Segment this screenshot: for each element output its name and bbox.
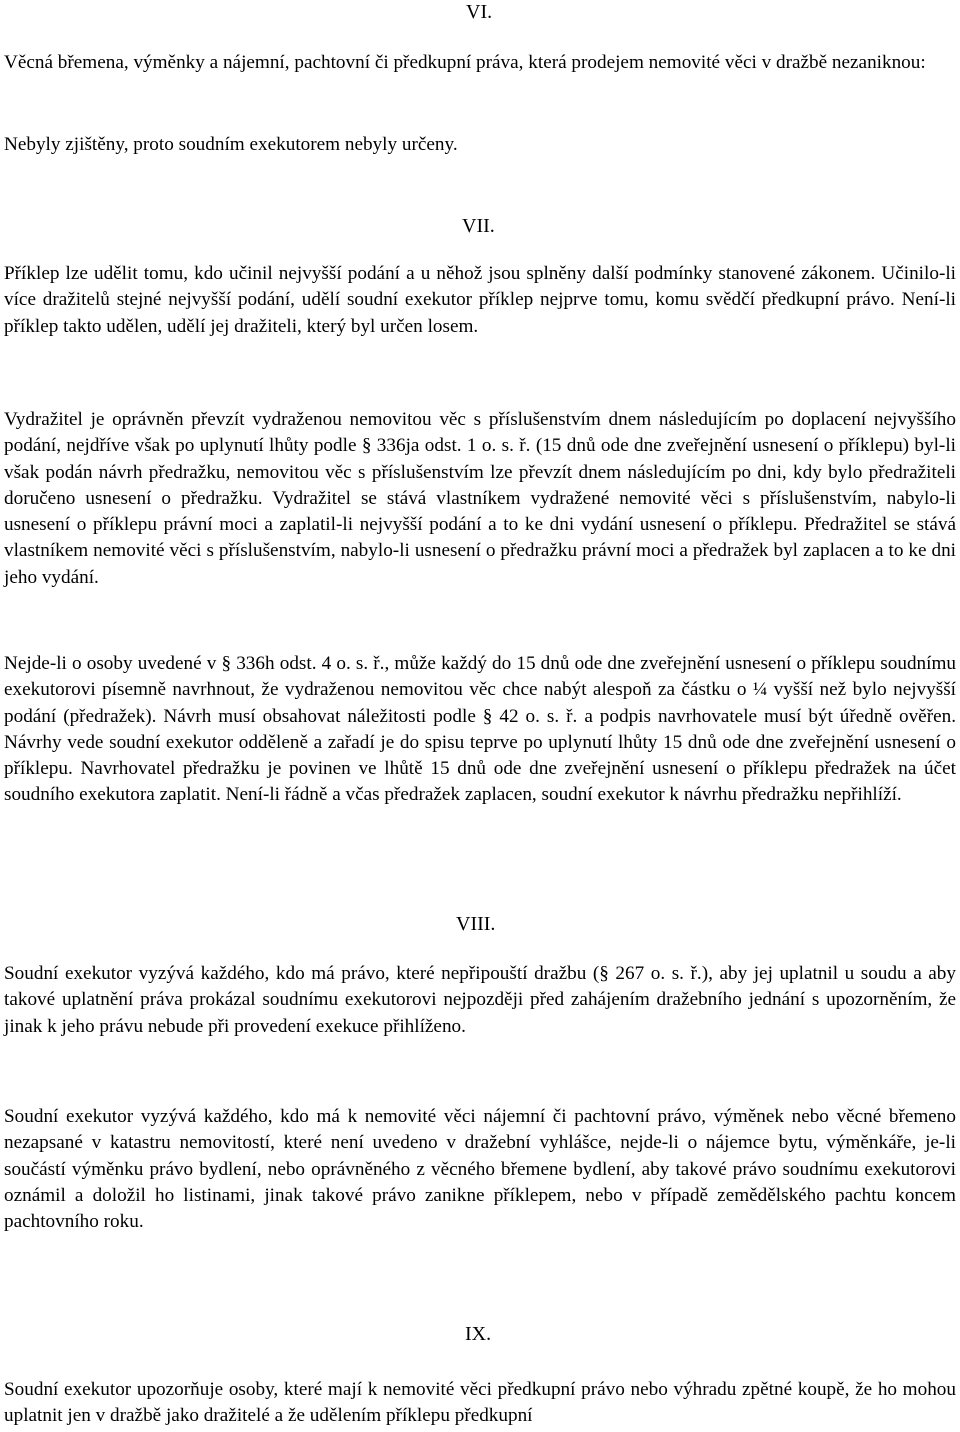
paragraph-buyer-rights: Vydražitel je oprávněn převzít vydraženou nemovitou věc s příslušenstvím dnem následujícím po doplacení nejvyššího podání, nejdříve však po uplynutí lhůty podle § 336ja odst. 1 o. s. ř. (15 dnů ode dne zveřejnění usnesení o příklepu) byl-li však podán návrh předražku, nemovitou věc s příslušenstvím lze převzít dnem následujícím po dni, kdy bylo předražiteli doručeno usnesení o předražku. Vydražitel se stává vlastníkem vydražené nemovité věci s příslušenstvím, nabylo-li usnesení o příklepu právní moci a zaplatil-li nejvyšší podání a to ke dni vydání usnesení o příklepu. Předražitel se stává vlastníkem nemovité věci s příslušenstvím, nabylo-li usnesení o předražku právní moci a předražek byl zaplacen a to ke dni jeho vydání.	[4, 409, 956, 588]
section-heading-vi: VI.	[466, 1, 493, 23]
paragraph-overbid: Nejde-li o osoby uvedené v § 336h odst. 4 o. s. ř., může každý do 15 dnů ode dne zveřejnění usnesení o příklepu soudnímu exekutorovi písemně navrhnout, že vydraženou nemovitou věc chce nabýt alespoň za částku o ¼ vyšší než bylo nejvyšší podání (předražek). Návrh musí obsahovat náležitosti podle § 42 o. s. ř. a podpis navrhovatele musí být úředně ověřen. Návrhy vede soudní exekutor odděleně a zařadí je do spisu teprve po uplynutí lhůty 15 dnů ode dne zveřejnění usnesení o příklepu. Navrhovatel předražku je povinen ve lhůtě 15 dnů ode dne zveřejnění usnesení o příklepu předražek na účet soudního exekutora zaplatit. Není-li řádně a včas předražek zaplacen, soudní exekutor k návrhu předražku nepřihlíží.	[4, 653, 956, 806]
section-heading-viii: VIII.	[456, 913, 496, 935]
section-heading-ix: IX.	[465, 1323, 492, 1345]
paragraph-preemption: Soudní exekutor upozorňuje osoby, které mají k nemovité věci předkupní právo nebo výhradu zpětné koupě, že ho mohou uplatnit jen v dražbě jako dražitelé a že udělením příklepu předkupní	[4, 1379, 956, 1427]
section-heading-vii: VII.	[462, 215, 495, 237]
paragraph-lease-rights: Soudní exekutor vyzývá každého, kdo má k nemovité věci nájemní či pachtovní právo, výměnek nebo věcné břemeno nezapsané v katastru nemovitostí, které není uvedeno v dražební vyhlášce, nejde-li o nájemce bytu, výměnkáře, je-li součástí výměnku právo bydlení, nebo oprávněného z věcného břemene bydlení, aby takové právo soudnímu exekutorovi oznámil a doložil ho listinami, jinak takové právo zanikne příklepem, nebo v případě zemědělského pachtu koncem pachtovního roku.	[4, 1106, 956, 1233]
paragraph-encumbrances: Věcná břemena, výměnky a nájemní, pachtovní či předkupní práva, která prodejem nemovité věci v dražbě nezaniknou:	[4, 52, 926, 73]
paragraph-hammer-award: Příklep lze udělit tomu, kdo učinil nejvyšší podání a u něhož jsou splněny další podmínky stanovené zákonem. Učinilo-li více dražitelů stejné nejvyšší podání, udělí soudní exekutor příklep nejprve tomu, komu svědčí předkupní právo. Není-li příklep takto udělen, udělí jej dražiteli, který byl určen losem.	[4, 263, 956, 337]
paragraph-not-found: Nebyly zjištěny, proto soudním exekutorem nebyly určeny.	[4, 134, 458, 155]
paragraph-objection-rights: Soudní exekutor vyzývá každého, kdo má právo, které nepřipouští dražbu (§ 267 o. s. ř.), aby jej uplatnil u soudu a aby takové uplatnění práva prokázal soudnímu exekutorovi nejpozději před zahájením dražebního jednání s upozorněním, že jinak k jeho právu nebude při provedení exekuce přihlíženo.	[4, 963, 956, 1037]
